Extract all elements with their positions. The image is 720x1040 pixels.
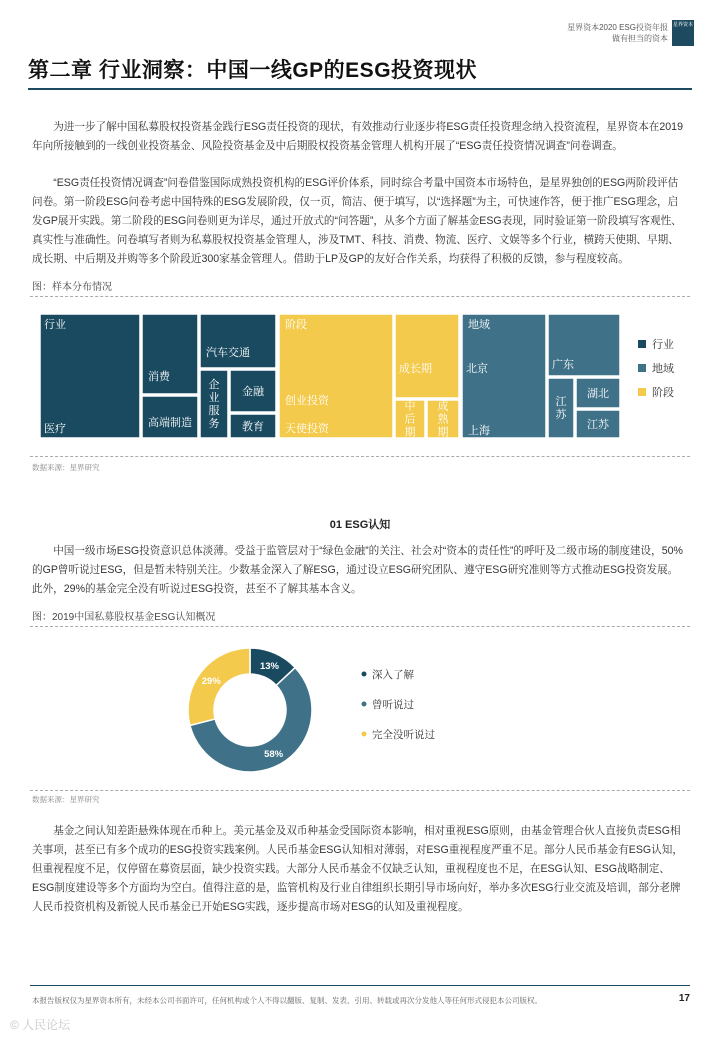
figure2-top-rule (30, 626, 690, 627)
header-brand (500, 22, 668, 44)
region-group (462, 314, 546, 438)
growth-cell (395, 314, 459, 398)
treemap-legend-item (638, 386, 674, 399)
survey-paragraph: “ESG责任投资情况调查”问卷借鉴国际成熟投资机构的ESG评价体系，同时综合考量中国资本市场特色，是星界独创的ESG两阶段评估问卷。第一阶段ESG问卷考虑中国特殊的ESG发展阶段，仅一页，简洁、便于填写，以“选择题”为主，可快速作答，便于推广ESG理念，启发GP展开实践。第二阶段的ESG问卷则更为详尽，通过开放式的“问答题”，从多个方面了解基金ESG表现，同时验证第一阶段填写客观性、真实性与准确性。问卷填写者则为私募股权投资基金管理人，涉及TMT、科技、消费、物流、医疗、文娱等多个行业，横跨天使期、早期、成长期、中后期及并购等多个阶段近300家基金管理人。借助于LP及GP的友好合作关系，均获得了积极的反馈，参与程度较高。 (32, 177, 682, 265)
svg-text:阶段: 阶段 (652, 387, 674, 399)
currency-gap-paragraph: 基金之间认知差距悬殊体现在币种上。美元基金及双币种基金受国际资本影响，相对重视ESG原则，由基金管理合伙人直接负责ESG相关事项，甚至已有多个成功的ESG投资实践案例。人民币基金ESG认知相对薄弱，对ESG重视程度严重不足。部分人民币基金有ESG认知，但重视程度不足，仅停留在募资层面，缺少投资实践。大部分人民币基金不仅缺乏认知，重视程度也不足，在ESG认知、ESG战略制定、ESG制度建设等多个方面均为空白。值得注意的是，监管机构及行业自律组织长期引导市场向好，举办多次ESG行业交流及培训，部分老牌人民币投资机构及新锐人民币基金已开始ESG实践，逐步提高市场对ESG的认知及重视程度。 (32, 825, 683, 913)
figure2-caption: 图：2019中国私募股权基金ESG认知概况 (32, 612, 216, 623)
treemap-label-mid_late: 中后期 (404, 400, 416, 439)
treemap-label-consumer: 消费 (148, 371, 170, 383)
hubei-cell (576, 378, 620, 408)
chapter-title: 第二章 行业洞察：中国一线GP的ESG投资现状 (28, 59, 478, 82)
awareness-paragraph: 中国一级市场ESG投资意识总体淡薄。受益于监管层对于“绿色金融”的关注、社会对“资本的责任性”的呼吁及二级市场的制度建设，50%的GP曾听说过ESG，但是暂未特别关注。少数基金深入了解ESG，通过设立ESG研究团队、遵守ESG研究准则等方式推动ESG投资发展。此外，29%的基金完全没有听说过ESG投资，甚至不了解其基本含义。 (32, 545, 683, 595)
treemap-legend-item (638, 337, 674, 351)
mature-cell (427, 399, 459, 439)
brand-line-2: 做有担当的资本 (612, 34, 668, 43)
treemap-label-education: 教育 (242, 421, 264, 433)
intro-paragraph: 为进一步了解中国私募股权投资基金践行ESG责任投资的现状，有效推动行业逐步将ESG责任投资理念纳入投资流程，星界资本在2019年向所接触到的一线创业投资基金、风险投资基金及中后期股权投资基金管理人机构开展了“ESG责任投资情况调查”问卷调查。 (32, 121, 683, 152)
donut-label-0: 13% (259, 661, 279, 673)
svg-text:曾听说过: 曾听说过 (372, 699, 414, 711)
guangdong-cell (548, 314, 620, 376)
treemap-label-angel: 天使投资 (285, 423, 329, 435)
treemap-label-finance: 金融 (242, 386, 264, 398)
treemap-label-stage: 阶段 (285, 319, 307, 331)
figure1-source: 数据来源：星界研究 (32, 463, 100, 472)
donut-label-1: 58% (264, 748, 284, 760)
auto-cell (200, 314, 276, 368)
figure2-bottom-rule (30, 790, 690, 791)
figure2-source: 数据来源：星界研究 (32, 795, 100, 804)
sample-distribution-treemap (30, 304, 690, 446)
jiangsu-cell-2 (576, 410, 620, 438)
footer-divider (30, 985, 690, 986)
consumer-cell (142, 314, 198, 394)
industry-group (40, 314, 140, 438)
enterprise-service-cell (200, 370, 228, 438)
donut-legend-item (362, 668, 415, 681)
treemap-legend-item (638, 361, 674, 375)
figure1-caption: 图：样本分布情况 (32, 282, 112, 293)
treemap-label-beijing: 北京 (466, 363, 488, 375)
treemap-label-industry: 行业 (44, 319, 66, 331)
education-cell (230, 414, 276, 438)
svg-text:行业: 行业 (652, 339, 674, 351)
treemap-label-medical: 医疗 (44, 423, 66, 435)
esg-awareness-donut-chart (30, 636, 690, 784)
treemap-label-jiangsu2: 江苏 (587, 419, 609, 431)
watermark: © 人民论坛 (10, 1018, 71, 1032)
treemap-label-shanghai: 上海 (468, 425, 490, 437)
treemap-label-guangdong: 广东 (552, 359, 574, 371)
treemap-label-enterprise: 企业服务 (208, 379, 220, 430)
jiangsu-cell-1 (548, 378, 574, 438)
treemap-label-jiangsu1: 江苏 (555, 396, 567, 421)
svg-text:地域: 地域 (652, 363, 674, 375)
figure1-top-rule (30, 296, 690, 297)
title-divider (28, 88, 692, 90)
brand-logo-text: 星界资本 (672, 22, 693, 28)
brand-line-1: 星界资本2020 ESG投资年报 (567, 23, 668, 32)
treemap-label-angel_invest: 创业投资 (285, 395, 329, 407)
brand-logo (672, 20, 694, 46)
treemap-label-region: 地域 (468, 319, 490, 331)
page-number: 17 (678, 993, 690, 1004)
finance-cell (230, 370, 276, 412)
treemap-label-growth: 成长期 (399, 363, 432, 375)
mid-late-cell (395, 399, 425, 439)
section-title: 01 ESG认知 (329, 519, 391, 531)
high-end-mfg-cell (142, 396, 198, 438)
donut-legend-item (362, 698, 415, 711)
treemap-label-mature: 成熟期 (437, 400, 449, 439)
figure1-bottom-rule (30, 456, 690, 457)
svg-text:深入了解: 深入了解 (372, 669, 414, 681)
donut-legend-item (362, 728, 436, 741)
treemap-label-hubei: 湖北 (587, 388, 609, 400)
stage-group (279, 314, 393, 438)
svg-text:完全没听说过: 完全没听说过 (372, 729, 435, 741)
footer-disclaimer: 本报告版权仅为星界资本所有，未经本公司书面许可，任何机构或个人不得以翻版、复制、发表、引用、转载或再次分发他人等任何形式侵犯本公司版权。 (32, 996, 542, 1005)
donut-label-2: 29% (201, 675, 221, 687)
treemap-label-high_end: 高端制造 (148, 417, 192, 429)
treemap-label-auto: 汽车交通 (206, 347, 250, 359)
